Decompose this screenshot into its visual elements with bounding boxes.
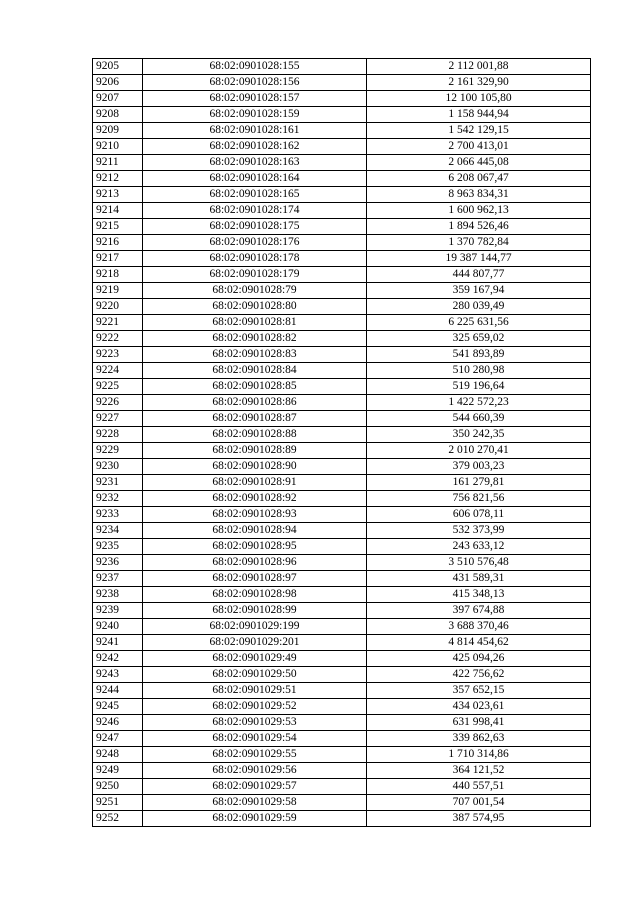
row-number-cell: 9224: [93, 363, 143, 379]
table-row: [93, 603, 591, 619]
table-row: [93, 203, 591, 219]
table-row: [93, 571, 591, 587]
row-number-cell: 9238: [93, 587, 143, 603]
table-row: [93, 91, 591, 107]
row-number-cell: 9231: [93, 475, 143, 491]
cadastral-value-cell: 1 542 129,15: [367, 123, 591, 139]
row-number-cell: 9215: [93, 219, 143, 235]
cadastral-number-cell: 68:02:0901029:199: [143, 619, 367, 635]
row-number-cell: 9212: [93, 171, 143, 187]
cadastral-number-cell: 68:02:0901028:163: [143, 155, 367, 171]
row-number-cell: 9206: [93, 75, 143, 91]
cadastral-value-cell: 12 100 105,80: [367, 91, 591, 107]
row-number-cell: 9248: [93, 747, 143, 763]
table-row: [93, 683, 591, 699]
cadastral-value-cell: 243 633,12: [367, 539, 591, 555]
cadastral-number-cell: 68:02:0901028:81: [143, 315, 367, 331]
table-row: [93, 283, 591, 299]
table-row: [93, 235, 591, 251]
cadastral-value-cell: 350 242,35: [367, 427, 591, 443]
cadastral-value-cell: 422 756,62: [367, 667, 591, 683]
cadastral-value-cell: 6 208 067,47: [367, 171, 591, 187]
table-row: [93, 459, 591, 475]
row-number-cell: 9219: [93, 283, 143, 299]
row-number-cell: 9243: [93, 667, 143, 683]
row-number-cell: 9241: [93, 635, 143, 651]
cadastral-value-cell: 532 373,99: [367, 523, 591, 539]
cadastral-value-cell: 444 807,77: [367, 267, 591, 283]
table-row: [93, 651, 591, 667]
cadastral-number-cell: 68:02:0901029:57: [143, 779, 367, 795]
cadastral-value-cell: 1 894 526,46: [367, 219, 591, 235]
table-row: [93, 507, 591, 523]
cadastral-value-cell: 434 023,61: [367, 699, 591, 715]
row-number-cell: 9233: [93, 507, 143, 523]
table-row: [93, 811, 591, 827]
cadastral-value-cell: 431 589,31: [367, 571, 591, 587]
table-row: [93, 715, 591, 731]
cadastral-number-cell: 68:02:0901028:178: [143, 251, 367, 267]
cadastral-value-cell: 8 963 834,31: [367, 187, 591, 203]
row-number-cell: 9221: [93, 315, 143, 331]
row-number-cell: 9245: [93, 699, 143, 715]
cadastral-value-cell: 4 814 454,62: [367, 635, 591, 651]
cadastral-value-cell: 397 674,88: [367, 603, 591, 619]
table-row: [93, 699, 591, 715]
row-number-cell: 9227: [93, 411, 143, 427]
cadastral-number-cell: 68:02:0901028:91: [143, 475, 367, 491]
cadastral-value-cell: 519 196,64: [367, 379, 591, 395]
cadastral-value-cell: 3 688 370,46: [367, 619, 591, 635]
table-row: [93, 219, 591, 235]
cadastral-value-cell: 6 225 631,56: [367, 315, 591, 331]
table-row: [93, 267, 591, 283]
row-number-cell: 9226: [93, 395, 143, 411]
table-row: [93, 539, 591, 555]
table-row: [93, 123, 591, 139]
cadastral-value-cell: 2 112 001,88: [367, 59, 591, 75]
table-row: [93, 443, 591, 459]
cadastral-number-cell: 68:02:0901029:54: [143, 731, 367, 747]
cadastral-number-cell: 68:02:0901028:86: [143, 395, 367, 411]
row-number-cell: 9236: [93, 555, 143, 571]
cadastral-value-cell: 707 001,54: [367, 795, 591, 811]
cadastral-number-cell: 68:02:0901029:56: [143, 763, 367, 779]
cadastral-number-cell: 68:02:0901029:49: [143, 651, 367, 667]
cadastral-value-cell: 510 280,98: [367, 363, 591, 379]
cadastral-number-cell: 68:02:0901028:82: [143, 331, 367, 347]
cadastral-number-cell: 68:02:0901029:50: [143, 667, 367, 683]
cadastral-number-cell: 68:02:0901028:89: [143, 443, 367, 459]
cadastral-number-cell: 68:02:0901029:52: [143, 699, 367, 715]
cadastral-number-cell: 68:02:0901029:53: [143, 715, 367, 731]
cadastral-value-cell: 364 121,52: [367, 763, 591, 779]
cadastral-number-cell: 68:02:0901028:159: [143, 107, 367, 123]
cadastral-number-cell: 68:02:0901028:80: [143, 299, 367, 315]
row-number-cell: 9225: [93, 379, 143, 395]
table-row: [93, 379, 591, 395]
cadastral-number-cell: 68:02:0901028:94: [143, 523, 367, 539]
cadastral-number-cell: 68:02:0901028:85: [143, 379, 367, 395]
cadastral-value-cell: 339 862,63: [367, 731, 591, 747]
table-row: [93, 299, 591, 315]
table-row: [93, 187, 591, 203]
row-number-cell: 9213: [93, 187, 143, 203]
table-row: [93, 427, 591, 443]
cadastral-value-cell: 379 003,23: [367, 459, 591, 475]
row-number-cell: 9240: [93, 619, 143, 635]
table-row: [93, 731, 591, 747]
row-number-cell: 9244: [93, 683, 143, 699]
cadastral-value-cell: 2 066 445,08: [367, 155, 591, 171]
table-row: [93, 635, 591, 651]
cadastral-number-cell: 68:02:0901028:179: [143, 267, 367, 283]
table-row: [93, 331, 591, 347]
row-number-cell: 9222: [93, 331, 143, 347]
row-number-cell: 9214: [93, 203, 143, 219]
row-number-cell: 9250: [93, 779, 143, 795]
cadastral-number-cell: 68:02:0901029:59: [143, 811, 367, 827]
row-number-cell: 9216: [93, 235, 143, 251]
cadastral-number-cell: 68:02:0901028:98: [143, 587, 367, 603]
cadastral-number-cell: 68:02:0901029:55: [143, 747, 367, 763]
table-row: [93, 491, 591, 507]
cadastral-value-cell: 1 600 962,13: [367, 203, 591, 219]
row-number-cell: 9217: [93, 251, 143, 267]
cadastral-number-cell: 68:02:0901028:83: [143, 347, 367, 363]
cadastral-value-cell: 1 158 944,94: [367, 107, 591, 123]
cadastral-value-cell: 756 821,56: [367, 491, 591, 507]
cadastral-value-cell: 631 998,41: [367, 715, 591, 731]
row-number-cell: 9235: [93, 539, 143, 555]
cadastral-value-cell: 19 387 144,77: [367, 251, 591, 267]
row-number-cell: 9228: [93, 427, 143, 443]
table-row: [93, 475, 591, 491]
table-row: [93, 251, 591, 267]
cadastral-value-cell: 359 167,94: [367, 283, 591, 299]
row-number-cell: 9218: [93, 267, 143, 283]
cadastral-value-cell: 1 710 314,86: [367, 747, 591, 763]
cadastral-number-cell: 68:02:0901028:88: [143, 427, 367, 443]
cadastral-value-cell: 2 161 329,90: [367, 75, 591, 91]
cadastral-number-cell: 68:02:0901028:164: [143, 171, 367, 187]
cadastral-number-cell: 68:02:0901029:201: [143, 635, 367, 651]
cadastral-number-cell: 68:02:0901028:87: [143, 411, 367, 427]
table-row: [93, 107, 591, 123]
row-number-cell: 9249: [93, 763, 143, 779]
cadastral-value-cell: 425 094,26: [367, 651, 591, 667]
row-number-cell: 9247: [93, 731, 143, 747]
table-row: [93, 315, 591, 331]
table-row: [93, 395, 591, 411]
table-row: [93, 59, 591, 75]
cadastral-value-cell: 3 510 576,48: [367, 555, 591, 571]
table-row: [93, 139, 591, 155]
cadastral-value-table: [92, 58, 591, 827]
table-row: [93, 363, 591, 379]
table-row: [93, 747, 591, 763]
cadastral-value-cell: 606 078,11: [367, 507, 591, 523]
row-number-cell: 9234: [93, 523, 143, 539]
cadastral-number-cell: 68:02:0901028:162: [143, 139, 367, 155]
row-number-cell: 9209: [93, 123, 143, 139]
table-row: [93, 795, 591, 811]
row-number-cell: 9205: [93, 59, 143, 75]
row-number-cell: 9223: [93, 347, 143, 363]
table-row: [93, 667, 591, 683]
cadastral-value-cell: 387 574,95: [367, 811, 591, 827]
cadastral-number-cell: 68:02:0901028:99: [143, 603, 367, 619]
cadastral-number-cell: 68:02:0901029:58: [143, 795, 367, 811]
cadastral-value-cell: 1 422 572,23: [367, 395, 591, 411]
cadastral-value-cell: 2 700 413,01: [367, 139, 591, 155]
table-row: [93, 75, 591, 91]
cadastral-number-cell: 68:02:0901028:174: [143, 203, 367, 219]
row-number-cell: 9242: [93, 651, 143, 667]
cadastral-number-cell: 68:02:0901028:95: [143, 539, 367, 555]
cadastral-number-cell: 68:02:0901028:155: [143, 59, 367, 75]
row-number-cell: 9207: [93, 91, 143, 107]
row-number-cell: 9220: [93, 299, 143, 315]
row-number-cell: 9208: [93, 107, 143, 123]
table-row: [93, 523, 591, 539]
cadastral-value-cell: 1 370 782,84: [367, 235, 591, 251]
cadastral-number-cell: 68:02:0901028:97: [143, 571, 367, 587]
cadastral-value-cell: 161 279,81: [367, 475, 591, 491]
cadastral-value-cell: 544 660,39: [367, 411, 591, 427]
table-body: [93, 59, 591, 827]
row-number-cell: 9246: [93, 715, 143, 731]
table-row: [93, 619, 591, 635]
row-number-cell: 9252: [93, 811, 143, 827]
table-row: [93, 779, 591, 795]
cadastral-number-cell: 68:02:0901028:157: [143, 91, 367, 107]
row-number-cell: 9210: [93, 139, 143, 155]
cadastral-value-cell: 357 652,15: [367, 683, 591, 699]
row-number-cell: 9232: [93, 491, 143, 507]
cadastral-number-cell: 68:02:0901029:51: [143, 683, 367, 699]
cadastral-value-cell: 415 348,13: [367, 587, 591, 603]
row-number-cell: 9237: [93, 571, 143, 587]
cadastral-value-cell: 325 659,02: [367, 331, 591, 347]
row-number-cell: 9251: [93, 795, 143, 811]
table-row: [93, 555, 591, 571]
cadastral-number-cell: 68:02:0901028:90: [143, 459, 367, 475]
table-row: [93, 171, 591, 187]
cadastral-value-cell: 541 893,89: [367, 347, 591, 363]
cadastral-number-cell: 68:02:0901028:93: [143, 507, 367, 523]
cadastral-number-cell: 68:02:0901028:79: [143, 283, 367, 299]
cadastral-number-cell: 68:02:0901028:156: [143, 75, 367, 91]
cadastral-number-cell: 68:02:0901028:161: [143, 123, 367, 139]
cadastral-value-cell: 280 039,49: [367, 299, 591, 315]
table-row: [93, 411, 591, 427]
table-row: [93, 155, 591, 171]
cadastral-number-cell: 68:02:0901028:176: [143, 235, 367, 251]
table-row: [93, 763, 591, 779]
row-number-cell: 9229: [93, 443, 143, 459]
row-number-cell: 9230: [93, 459, 143, 475]
cadastral-value-cell: 2 010 270,41: [367, 443, 591, 459]
cadastral-number-cell: 68:02:0901028:165: [143, 187, 367, 203]
cadastral-value-cell: 440 557,51: [367, 779, 591, 795]
cadastral-number-cell: 68:02:0901028:84: [143, 363, 367, 379]
cadastral-number-cell: 68:02:0901028:92: [143, 491, 367, 507]
cadastral-number-cell: 68:02:0901028:96: [143, 555, 367, 571]
row-number-cell: 9211: [93, 155, 143, 171]
table-row: [93, 587, 591, 603]
table-row: [93, 347, 591, 363]
row-number-cell: 9239: [93, 603, 143, 619]
cadastral-number-cell: 68:02:0901028:175: [143, 219, 367, 235]
